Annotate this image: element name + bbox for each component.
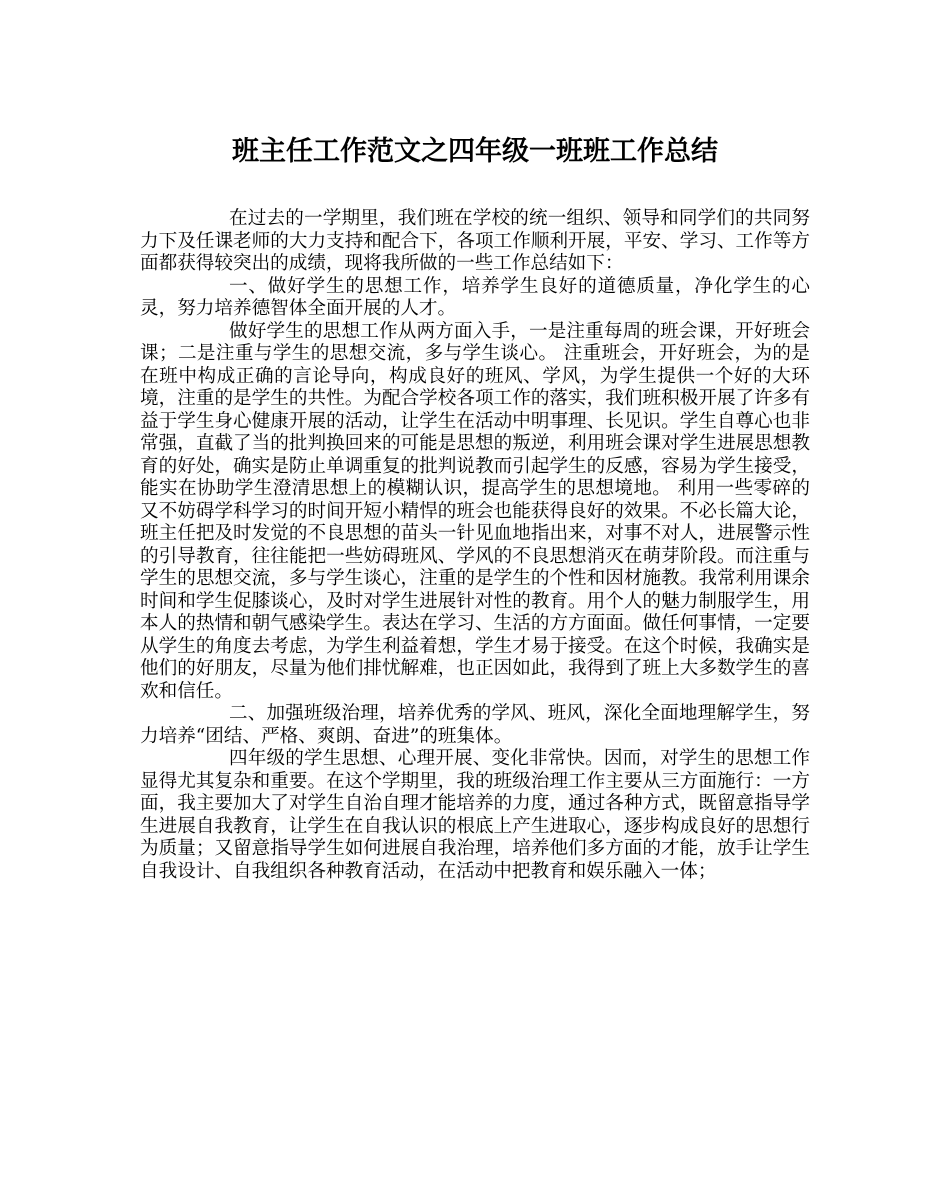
paragraph-intro: 在过去的一学期里，我们班在学校的统一组织、领导和同学们的共同努力下及任课老师的大力支持和配合下，各项工作顺利开展，平安、学习、工作等方面都获得较突出的成绩，现将我所做的一些工作总结如下： [140,208,810,274]
paragraph-section-2-body: 四年级的学生思想、心理开展、变化非常快。因而，对学生的思想工作显得尤其复杂和重要。在这个学期里，我的班级治理工作主要从三方面施行：一方面，我主要加大了对学生自治自理才能培养的力度，通过各种方式，既留意指导学生进展自我教育，让学生在自我认识的根底上产生进取心，逐步构成良好的思想行为质量；又留意指导学生如何进展自我治理，培养他们多方面的才能，放手让学生自我设计、自我组织各种教育活动，在活动中把教育和娱乐融入一体； [140,748,810,882]
paragraph-section-1-body: 做好学生的思想工作从两方面入手，一是注重每周的班会课，开好班会课；二是注重与学生的思想交流，多与学生谈心。 注重班会，开好班会，为的是在班中构成正确的言论导向，构成良好的班风、学风，为学生提供一个好的大环境，注重的是学生的共性。为配合学校各项工作的落实，我们班积极开展了许多有益于学生身心健康开展的活动，让学生在活动中明事理、长见识。学生自尊心也非常强，直截了当的批判换回来的可能是思想的叛逆，利用班会课对学生进展思想教育的好处，确实是防止单调重复的批判说教而引起学生的反感，容易为学生接受，能实在协助学生澄清思想上的模糊认识，提高学生的思想境地。 利用一些零碎的又不妨碍学科学习的时间开短小精悍的班会也能获得良好的效果。不必长篇大论，班主任把及时发觉的不良思想的苗头一针见血地指出来，对事不对人，进展警示性的引导教育，往往能把一些妨碍班风、学风的不良思想消灭在萌芽阶段。而注重与学生的思想交流，多与学生谈心，注重的是学生的个性和因材施教。我常利用课余时间和学生促膝谈心，及时对学生进展针对性的教育。用个人的魅力制服学生，用本人的热情和朝气感染学生。表达在学习、生活的方方面面。做任何事情，一定要从学生的角度去考虑，为学生利益着想，学生才易于接受。在这个时候，我确实是他们的好朋友，尽量为他们排忧解难，也正因如此，我得到了班上大多数学生的喜欢和信任。 [140,320,810,702]
paragraph-section-1-heading: 一、做好学生的思想工作，培养学生良好的道德质量，净化学生的心灵，努力培养德智体全面开展的人才。 [140,275,810,319]
paragraph-section-2-heading: 二、加强班级治理，培养优秀的学风、班风，深化全面地理解学生，努力培养“团结、严格、爽朗、奋进”的班集体。 [140,703,810,747]
document-body [140,208,810,883]
document-title: 班主任工作范文之四年级一班班工作总结 [232,136,718,167]
